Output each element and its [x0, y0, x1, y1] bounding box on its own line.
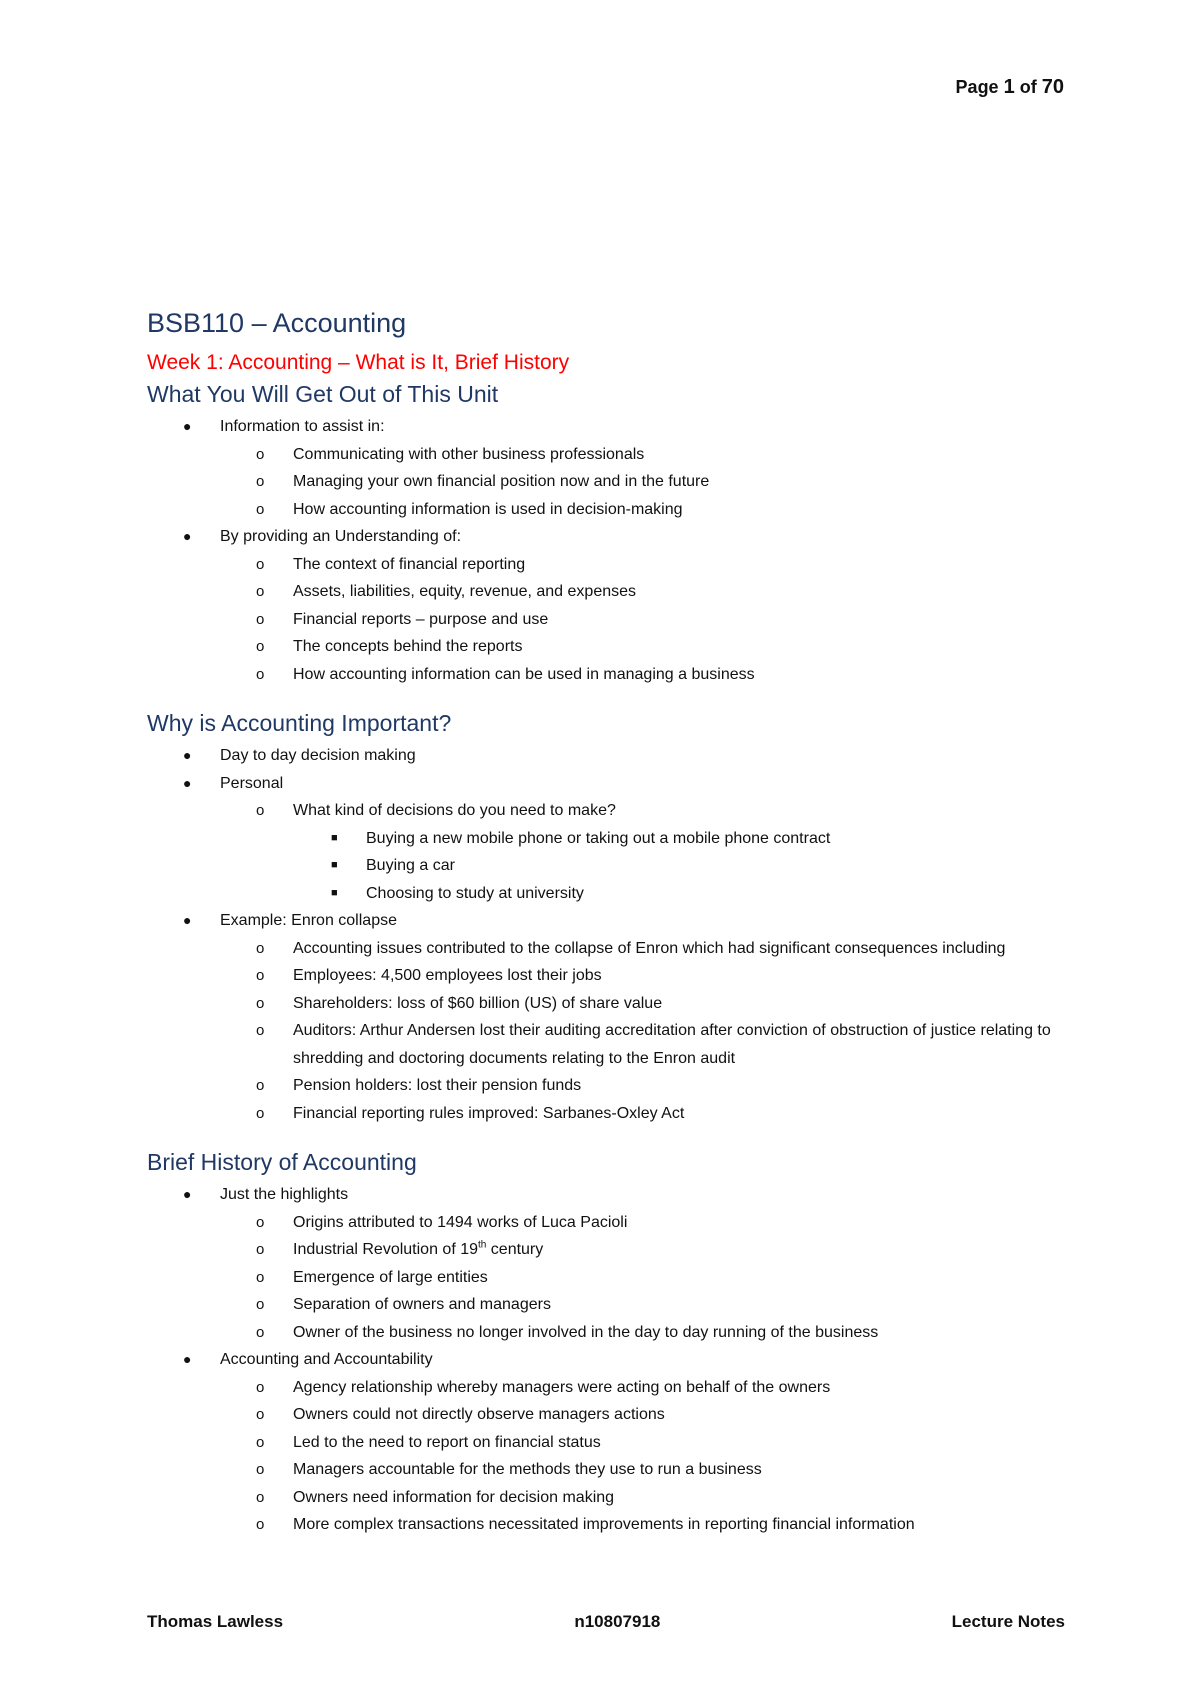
list-item — [220, 962, 1067, 990]
circle-bullet-icon: o — [256, 500, 265, 518]
circle-bullet-icon: o — [256, 665, 265, 683]
page-footer — [147, 1612, 1065, 1632]
list-item — [220, 441, 1067, 469]
circle-bullet-icon: o — [256, 1433, 265, 1451]
list-item — [220, 606, 1067, 634]
item-text: What kind of decisions do you need to make? — [293, 802, 616, 819]
page-current: 1 — [1003, 76, 1015, 98]
square-bullet-icon: ■ — [331, 886, 338, 899]
item-text: Owners need information for decision making — [293, 1488, 615, 1506]
item-text: Information to assist in: — [220, 418, 385, 435]
section-heading-history: Brief History of Accounting — [147, 1149, 417, 1175]
item-text: Owners could not directly observe managers actions — [293, 1406, 665, 1423]
item-text: Accounting and Accountability — [220, 1351, 433, 1368]
footer-student-id: n10807918 — [574, 1612, 661, 1631]
list-item — [293, 825, 1067, 853]
circle-bullet-icon: o — [256, 473, 265, 490]
list-item — [220, 661, 1067, 689]
section-heading-importance: Why is Accounting Important? — [147, 710, 452, 736]
item-text: Shareholders: loss of $60 billion (US) of share value — [293, 994, 663, 1012]
item-text: The concepts behind the reports — [293, 638, 523, 655]
list-item — [220, 633, 1067, 661]
bullet-icon: ● — [183, 1186, 192, 1202]
history-list — [147, 1181, 1067, 1539]
square-bullet-icon: ■ — [331, 831, 338, 844]
list-item — [220, 935, 1067, 963]
list-item — [220, 1429, 1067, 1457]
list-item — [220, 1209, 1067, 1237]
item-text: Choosing to study at university — [366, 884, 584, 902]
circle-bullet-icon: o — [256, 1077, 265, 1094]
circle-bullet-icon: o — [256, 610, 265, 628]
document-body — [147, 308, 1067, 1539]
list-item — [147, 742, 1067, 770]
item-text: Employees: 4,500 employees lost their jobs — [293, 967, 602, 984]
circle-bullet-icon: o — [256, 967, 265, 984]
list-item — [220, 1100, 1067, 1128]
circle-bullet-icon: o — [256, 1268, 265, 1286]
circle-bullet-icon: o — [256, 1213, 265, 1231]
circle-bullet-icon: o — [256, 1461, 265, 1478]
item-text: Led to the need to report on financial status — [293, 1433, 601, 1451]
list-item — [220, 1511, 1067, 1539]
superscript: th — [478, 1239, 487, 1251]
importance-list — [147, 742, 1067, 1127]
list-item — [220, 1264, 1067, 1292]
item-text: Example: Enron collapse — [220, 912, 397, 929]
item-text: Managers accountable for the methods they use to run a business — [293, 1461, 762, 1478]
list-item — [220, 578, 1067, 606]
item-text: Day to day decision making — [220, 747, 416, 764]
item-text: Separation of owners and managers — [293, 1296, 551, 1313]
item-text: How accounting information is used in decision-making — [293, 500, 683, 518]
item-text: Owner of the business no longer involved in the day to day running of the business — [293, 1323, 879, 1341]
circle-bullet-icon: o — [256, 1296, 265, 1313]
list-item — [220, 1017, 1067, 1072]
square-bullet-icon: ■ — [331, 859, 338, 871]
item-text: How accounting information can be used in managing a business — [293, 665, 755, 683]
list-item — [147, 413, 1067, 523]
item-text: Emergence of large entities — [293, 1268, 488, 1286]
list-item — [220, 1456, 1067, 1484]
list-item — [220, 1319, 1067, 1347]
list-item — [220, 1484, 1067, 1512]
footer-doc-type: Lecture Notes — [951, 1612, 1065, 1631]
item-text: Just the highlights — [220, 1186, 349, 1203]
document-title: BSB110 – Accounting — [147, 308, 407, 338]
item-text-suffix: century — [486, 1241, 544, 1258]
page-label: Page — [955, 77, 999, 97]
week-heading: Week 1: Accounting – What is It, Brief History — [147, 351, 570, 374]
circle-bullet-icon: o — [256, 1323, 265, 1341]
item-text: Buying a new mobile phone or taking out a mobile phone contract — [366, 829, 831, 847]
list-item — [147, 1181, 1067, 1346]
item-text: Financial reports – purpose and use — [293, 610, 549, 628]
circle-bullet-icon: o — [256, 1406, 265, 1423]
list-item — [220, 468, 1067, 496]
unit-outcomes-list — [147, 413, 1067, 688]
bullet-icon: ● — [183, 418, 192, 434]
list-item — [293, 852, 1067, 880]
list-item — [220, 1072, 1067, 1100]
item-text: Industrial Revolution of 19 — [293, 1241, 478, 1258]
item-text: By providing an Understanding of: — [220, 528, 462, 545]
circle-bullet-icon: o — [256, 1241, 265, 1258]
bullet-icon: ● — [183, 528, 192, 544]
list-item — [220, 797, 1067, 907]
list-item — [293, 880, 1067, 908]
item-text: Assets, liabilities, equity, revenue, and expenses — [293, 583, 637, 600]
page-of-label: of — [1019, 77, 1037, 97]
item-text: Financial reporting rules improved: Sarbanes-Oxley Act — [293, 1104, 685, 1122]
list-item — [147, 770, 1067, 908]
list-item — [220, 1374, 1067, 1402]
bullet-icon: ● — [183, 747, 192, 763]
list-item — [220, 1291, 1067, 1319]
item-text: Personal — [220, 774, 284, 792]
bullet-icon: ● — [183, 1351, 192, 1367]
circle-bullet-icon: o — [256, 1378, 265, 1396]
item-text: Agency relationship whereby managers were acting on behalf of the owners — [293, 1378, 831, 1396]
item-text: Managing your own financial position now and in the future — [293, 473, 710, 490]
circle-bullet-icon: o — [256, 1488, 265, 1506]
circle-bullet-icon: o — [256, 802, 265, 819]
item-text: The context of financial reporting — [293, 555, 526, 573]
list-item — [220, 1401, 1067, 1429]
circle-bullet-icon: o — [256, 1104, 265, 1122]
circle-bullet-icon: o — [256, 583, 265, 600]
section-heading-unit-outcomes: What You Will Get Out of This Unit — [147, 381, 499, 407]
item-text: More complex transactions necessitated improvements in reporting financial information — [293, 1516, 915, 1533]
footer-author: Thomas Lawless — [147, 1612, 284, 1631]
item-text: Accounting issues contributed to the collapse of Enron which had significant consequences including — [293, 939, 1006, 957]
page-total: 70 — [1041, 76, 1064, 98]
circle-bullet-icon: o — [256, 1022, 265, 1039]
item-text: Buying a car — [366, 857, 455, 874]
circle-bullet-icon: o — [256, 1516, 265, 1533]
list-item — [147, 523, 1067, 688]
list-item — [147, 907, 1067, 1127]
circle-bullet-icon: o — [256, 445, 265, 463]
item-text: Origins attributed to 1494 works of Luca Pacioli — [293, 1213, 628, 1231]
circle-bullet-icon: o — [256, 939, 265, 957]
list-item — [220, 1236, 1067, 1264]
bullet-icon: ● — [183, 912, 192, 928]
list-item — [147, 1346, 1067, 1539]
bullet-icon: ● — [183, 774, 192, 791]
circle-bullet-icon: o — [256, 638, 265, 655]
list-item — [220, 990, 1067, 1018]
page-number — [956, 76, 1064, 99]
item-text: Auditors: Arthur Andersen lost their auditing accreditation after conviction of obstruction of justice relating to shredding and doctoring documents relating to the Enron audit — [293, 1022, 1051, 1067]
list-item — [220, 551, 1067, 579]
circle-bullet-icon: o — [256, 994, 265, 1012]
list-item — [220, 496, 1067, 524]
circle-bullet-icon: o — [256, 555, 265, 573]
item-text: Communicating with other business professionals — [293, 445, 645, 463]
item-text: Pension holders: lost their pension funds — [293, 1077, 582, 1094]
